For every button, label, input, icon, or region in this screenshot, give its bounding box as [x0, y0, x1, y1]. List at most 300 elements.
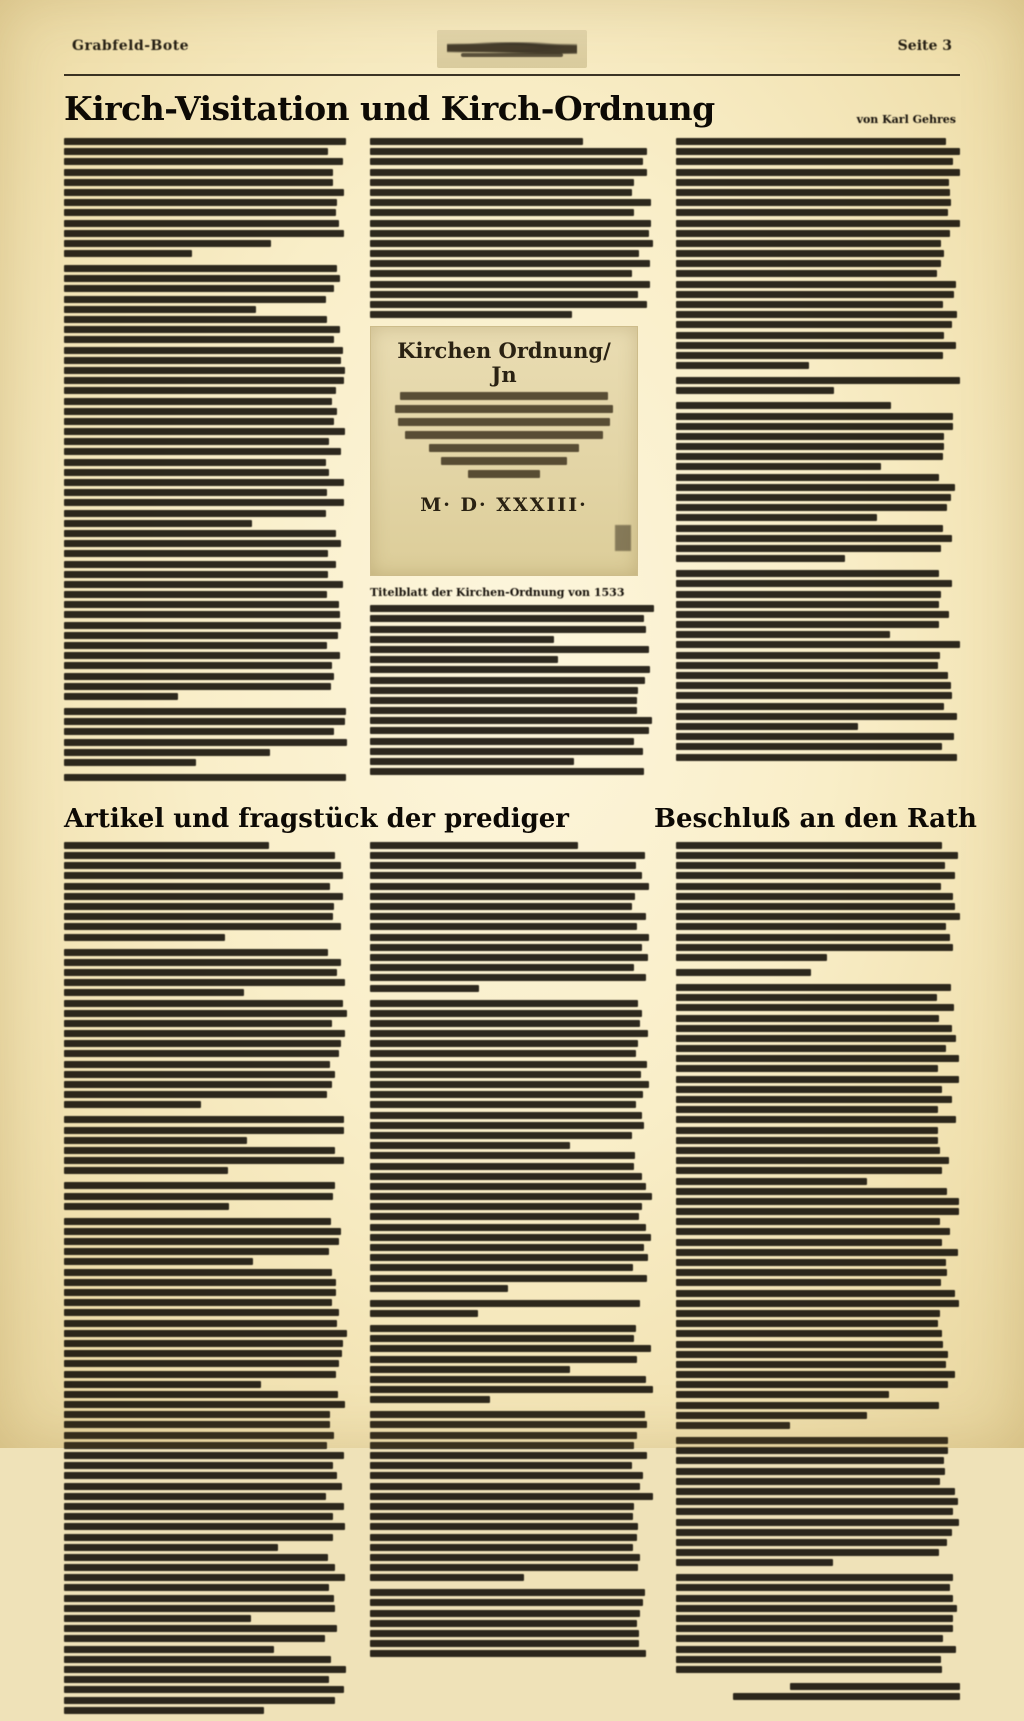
text-line	[676, 862, 945, 869]
text-line	[64, 199, 337, 206]
text-line	[676, 433, 944, 440]
text-line	[676, 158, 953, 165]
text-line	[64, 220, 339, 227]
text-line	[676, 1646, 956, 1653]
text-line	[370, 615, 644, 622]
text-line	[370, 1452, 647, 1459]
text-line	[64, 693, 178, 700]
text-line	[64, 189, 344, 196]
text-line	[676, 474, 939, 481]
text-line	[370, 758, 574, 765]
text-line	[676, 1188, 947, 1195]
article-headline-block	[64, 90, 960, 130]
text-line	[64, 138, 346, 145]
text-line	[370, 748, 643, 755]
text-line	[64, 1330, 347, 1337]
section-heading-row	[64, 798, 977, 834]
text-line	[64, 591, 327, 598]
text-line	[64, 1625, 337, 1632]
body-text-column-1	[64, 138, 348, 781]
text-line	[676, 1447, 948, 1454]
text-line	[370, 1325, 636, 1332]
text-line	[370, 1544, 633, 1551]
text-line	[64, 1000, 343, 1007]
text-line	[64, 158, 343, 165]
text-line	[676, 1320, 938, 1327]
text-line	[370, 1000, 638, 1007]
text-line	[64, 1574, 345, 1581]
text-line	[370, 852, 645, 859]
text-line	[370, 1345, 651, 1352]
text-line	[676, 525, 943, 532]
text-line	[676, 1625, 953, 1632]
text-line	[370, 1503, 634, 1510]
text-line	[370, 291, 638, 298]
text-line	[370, 883, 649, 890]
text-line	[370, 1300, 640, 1307]
text-line	[370, 301, 647, 308]
text-line	[64, 1340, 343, 1347]
text-line	[676, 301, 943, 308]
text-line	[64, 510, 326, 517]
text-line	[64, 683, 331, 690]
text-line	[370, 738, 634, 745]
text-line	[676, 1595, 953, 1602]
text-line	[370, 1620, 637, 1627]
text-line	[64, 759, 196, 766]
text-line	[370, 717, 652, 724]
text-line	[64, 611, 340, 618]
text-line	[64, 520, 252, 527]
text-line	[64, 296, 326, 303]
text-line	[64, 1040, 341, 1047]
text-line	[370, 1564, 638, 1571]
text-line	[64, 718, 345, 725]
text-line	[64, 893, 343, 900]
text-line	[370, 311, 572, 318]
text-line	[370, 220, 651, 227]
text-line	[370, 1534, 637, 1541]
text-line	[64, 1127, 344, 1134]
text-line	[676, 1076, 959, 1083]
text-line	[370, 1254, 648, 1261]
text-line	[64, 1666, 346, 1673]
text-line	[64, 1050, 339, 1057]
newspaper-sheet	[64, 28, 977, 1420]
text-line	[370, 1193, 652, 1200]
text-line	[64, 883, 330, 890]
text-line	[64, 1061, 330, 1068]
text-line	[676, 1055, 959, 1062]
column-3	[676, 138, 960, 788]
text-line	[64, 438, 329, 445]
text-line	[370, 727, 649, 734]
text-line	[370, 1356, 637, 1363]
text-line	[676, 362, 809, 369]
text-line	[676, 713, 957, 720]
text-line	[370, 954, 648, 961]
text-line	[676, 944, 953, 951]
text-line	[676, 1549, 939, 1556]
text-line	[676, 969, 811, 976]
text-line	[64, 550, 328, 557]
text-line	[64, 1493, 326, 1500]
text-line	[676, 1279, 941, 1286]
text-line	[676, 1529, 952, 1536]
text-line	[676, 631, 890, 638]
text-line	[676, 1208, 959, 1215]
text-line	[64, 1228, 341, 1235]
text-line	[676, 342, 956, 349]
text-line	[370, 1050, 636, 1057]
text-line	[370, 944, 642, 951]
text-line	[370, 1234, 651, 1241]
text-line	[370, 1554, 640, 1561]
text-line	[64, 316, 327, 323]
text-line	[64, 499, 344, 506]
text-line	[676, 1127, 938, 1134]
text-line	[676, 377, 960, 384]
text-line	[370, 1183, 646, 1190]
section-heading-left: Artikel und fragstück der prediger	[64, 803, 570, 834]
text-line	[370, 1574, 524, 1581]
column-5	[370, 842, 654, 1721]
text-line	[370, 923, 637, 930]
text-line	[370, 1142, 570, 1149]
text-line	[676, 484, 955, 491]
text-line	[370, 1376, 646, 1383]
text-line	[676, 402, 891, 409]
text-line	[64, 459, 326, 466]
text-line	[64, 1615, 251, 1622]
text-line	[64, 1513, 333, 1520]
text-line	[64, 1646, 274, 1653]
figure-caption: Titelblatt der Kirchen-Ordnung von 1533	[370, 586, 625, 600]
text-line	[64, 479, 344, 486]
text-line	[676, 641, 960, 648]
text-line	[676, 1106, 938, 1113]
text-line	[64, 169, 333, 176]
text-line	[370, 687, 638, 694]
text-line	[370, 1020, 640, 1027]
body-text-column-2-top	[370, 138, 654, 318]
column-4	[64, 842, 348, 1721]
text-line	[676, 199, 951, 206]
text-line	[64, 1676, 329, 1683]
text-line	[370, 626, 646, 633]
text-line	[64, 1635, 325, 1642]
text-line	[676, 883, 941, 890]
text-line	[676, 580, 952, 587]
text-line	[64, 1483, 342, 1490]
text-line	[370, 1421, 647, 1428]
text-line	[676, 545, 941, 552]
text-line	[676, 1116, 956, 1123]
text-line	[676, 1381, 948, 1388]
text-line	[64, 1411, 330, 1418]
text-line	[64, 306, 256, 313]
text-line	[370, 636, 554, 643]
text-line	[370, 1650, 646, 1657]
text-line	[64, 1656, 331, 1663]
text-line	[676, 1035, 956, 1042]
text-line	[64, 1010, 347, 1017]
text-line	[676, 1391, 889, 1398]
text-line	[64, 1116, 344, 1123]
text-line	[370, 1010, 642, 1017]
text-line	[676, 260, 941, 267]
text-line	[676, 913, 960, 920]
text-line	[676, 1574, 953, 1581]
text-line	[370, 934, 649, 941]
text-line	[64, 179, 333, 186]
text-line	[676, 1147, 940, 1154]
text-line	[64, 903, 334, 910]
text-line	[370, 1081, 649, 1088]
text-line	[676, 413, 953, 420]
text-line	[370, 199, 651, 206]
text-line	[64, 969, 337, 976]
text-line	[370, 1432, 637, 1439]
text-line	[370, 1132, 632, 1139]
text-line	[370, 646, 649, 653]
text-line	[676, 230, 950, 237]
text-line	[676, 1666, 942, 1673]
text-line	[370, 1310, 478, 1317]
text-line	[676, 1330, 942, 1337]
masthead	[64, 28, 960, 72]
text-line	[64, 1218, 331, 1225]
text-line	[676, 311, 957, 318]
text-line	[64, 1371, 336, 1378]
body-text-column-6	[676, 842, 960, 1673]
column-6	[676, 842, 960, 1721]
text-line	[370, 1264, 633, 1271]
text-line	[370, 158, 643, 165]
text-line	[676, 662, 938, 669]
text-line	[676, 1605, 957, 1612]
text-line	[370, 893, 635, 900]
text-line	[676, 743, 942, 750]
text-line	[676, 1218, 940, 1225]
text-line	[676, 1178, 867, 1185]
text-line	[64, 1030, 345, 1037]
text-line	[64, 622, 341, 629]
text-line	[676, 1167, 942, 1174]
text-line	[676, 1249, 958, 1256]
text-line	[676, 1137, 938, 1144]
text-line	[370, 1386, 653, 1393]
text-line	[676, 138, 946, 145]
text-line	[64, 979, 345, 986]
text-line	[370, 985, 479, 992]
text-line	[370, 913, 646, 920]
text-line	[64, 1686, 344, 1693]
text-line	[370, 842, 578, 849]
text-line	[676, 1310, 940, 1317]
text-line	[64, 1534, 333, 1541]
text-line	[676, 1508, 953, 1515]
text-line	[370, 1462, 632, 1469]
text-line	[676, 601, 939, 608]
text-line	[676, 250, 944, 257]
text-line	[64, 1462, 333, 1469]
text-line	[676, 1300, 959, 1307]
text-line	[676, 514, 877, 521]
text-line	[676, 1402, 939, 1409]
text-line	[370, 1493, 653, 1500]
text-line	[676, 672, 948, 679]
section-heading-right: Beschluß an den Rath	[654, 803, 977, 834]
text-line	[64, 1157, 344, 1164]
text-line	[370, 250, 639, 257]
text-line	[676, 423, 953, 430]
text-line	[370, 1472, 643, 1479]
text-line	[64, 662, 332, 669]
text-line	[676, 1259, 946, 1266]
text-line	[64, 1137, 247, 1144]
text-line	[676, 1025, 952, 1032]
text-line	[676, 1198, 959, 1205]
text-line	[370, 862, 636, 869]
text-line	[676, 723, 858, 730]
text-line	[676, 611, 949, 618]
text-line	[64, 1101, 201, 1108]
text-line	[64, 872, 343, 879]
body-text-column-4	[64, 842, 348, 1714]
text-line	[676, 1559, 833, 1566]
text-line	[64, 652, 340, 659]
text-line	[370, 656, 558, 663]
text-line	[370, 281, 650, 288]
text-line	[676, 443, 944, 450]
text-line	[676, 984, 951, 991]
body-text-column-3	[676, 138, 960, 761]
text-line	[676, 1478, 940, 1485]
text-line	[370, 1030, 648, 1037]
text-line	[676, 169, 960, 176]
text-line	[676, 570, 939, 577]
text-line	[676, 591, 941, 598]
text-line	[676, 1004, 954, 1011]
text-line	[370, 260, 650, 267]
text-line	[676, 692, 952, 699]
text-line	[370, 1173, 642, 1180]
text-line	[370, 1224, 646, 1231]
text-line	[676, 1422, 790, 1429]
column-2	[370, 138, 654, 788]
text-line	[676, 652, 940, 659]
text-line	[64, 1421, 330, 1428]
text-line	[370, 697, 637, 704]
text-line	[64, 1523, 345, 1530]
text-line	[64, 1503, 344, 1510]
text-line	[676, 903, 955, 910]
text-line	[64, 601, 339, 608]
text-line	[676, 1488, 955, 1495]
signature-line-2	[733, 1693, 960, 1700]
text-line	[370, 1244, 644, 1251]
text-line	[676, 1457, 944, 1464]
text-line	[64, 1167, 228, 1174]
text-line	[676, 1239, 942, 1246]
facsimile-title: Kirchen Ordnung/ Jn	[397, 338, 611, 388]
text-line	[676, 1437, 948, 1444]
text-line	[370, 270, 632, 277]
text-line	[64, 934, 225, 941]
text-line	[676, 1045, 946, 1052]
text-line	[64, 1279, 336, 1286]
text-line	[676, 453, 943, 460]
text-line	[676, 733, 954, 740]
text-line	[64, 739, 347, 746]
text-line	[676, 954, 827, 961]
text-line	[676, 1635, 943, 1642]
text-line	[676, 1015, 939, 1022]
text-line	[64, 1071, 335, 1078]
masthead-publication-title: Grabfeld-Bote	[72, 38, 190, 54]
text-line	[370, 1163, 634, 1170]
text-line	[676, 209, 948, 216]
byline: von Karl Gehres	[856, 113, 956, 126]
text-line	[370, 138, 583, 145]
text-line	[64, 489, 327, 496]
text-line	[370, 1335, 634, 1342]
text-line	[64, 989, 244, 996]
text-line	[370, 974, 646, 981]
text-line	[676, 923, 946, 930]
text-line	[370, 1213, 639, 1220]
text-line	[64, 852, 335, 859]
text-line	[676, 189, 950, 196]
text-line	[676, 332, 944, 339]
page-number: Seite 3	[897, 38, 952, 54]
text-line	[64, 1391, 338, 1398]
text-line	[64, 1269, 332, 1276]
text-line	[676, 842, 942, 849]
text-line	[370, 666, 650, 673]
text-line	[676, 621, 939, 628]
body-text-column-5	[370, 842, 654, 1658]
text-line	[64, 336, 334, 343]
text-line	[64, 632, 338, 639]
text-line	[370, 169, 647, 176]
bottom-column-group	[64, 842, 960, 1721]
page-title: Kirch-Visitation und Kirch-Ordnung	[64, 89, 715, 128]
text-line	[676, 1371, 955, 1378]
text-line	[370, 903, 632, 910]
text-line	[370, 1122, 644, 1129]
text-line	[676, 352, 943, 359]
text-line	[64, 1564, 335, 1571]
text-line	[64, 1320, 337, 1327]
text-line	[64, 428, 345, 435]
text-line	[370, 1040, 638, 1047]
text-line	[64, 326, 340, 333]
text-line	[370, 148, 647, 155]
text-line	[676, 291, 954, 298]
text-line	[64, 1452, 344, 1459]
text-line	[370, 768, 644, 775]
title-page-facsimile	[370, 326, 638, 576]
text-line	[64, 923, 341, 930]
text-line	[64, 913, 333, 920]
text-line	[64, 398, 332, 405]
text-line	[370, 1589, 645, 1596]
text-line	[370, 179, 634, 186]
text-line	[370, 189, 632, 196]
text-line	[370, 1366, 570, 1373]
